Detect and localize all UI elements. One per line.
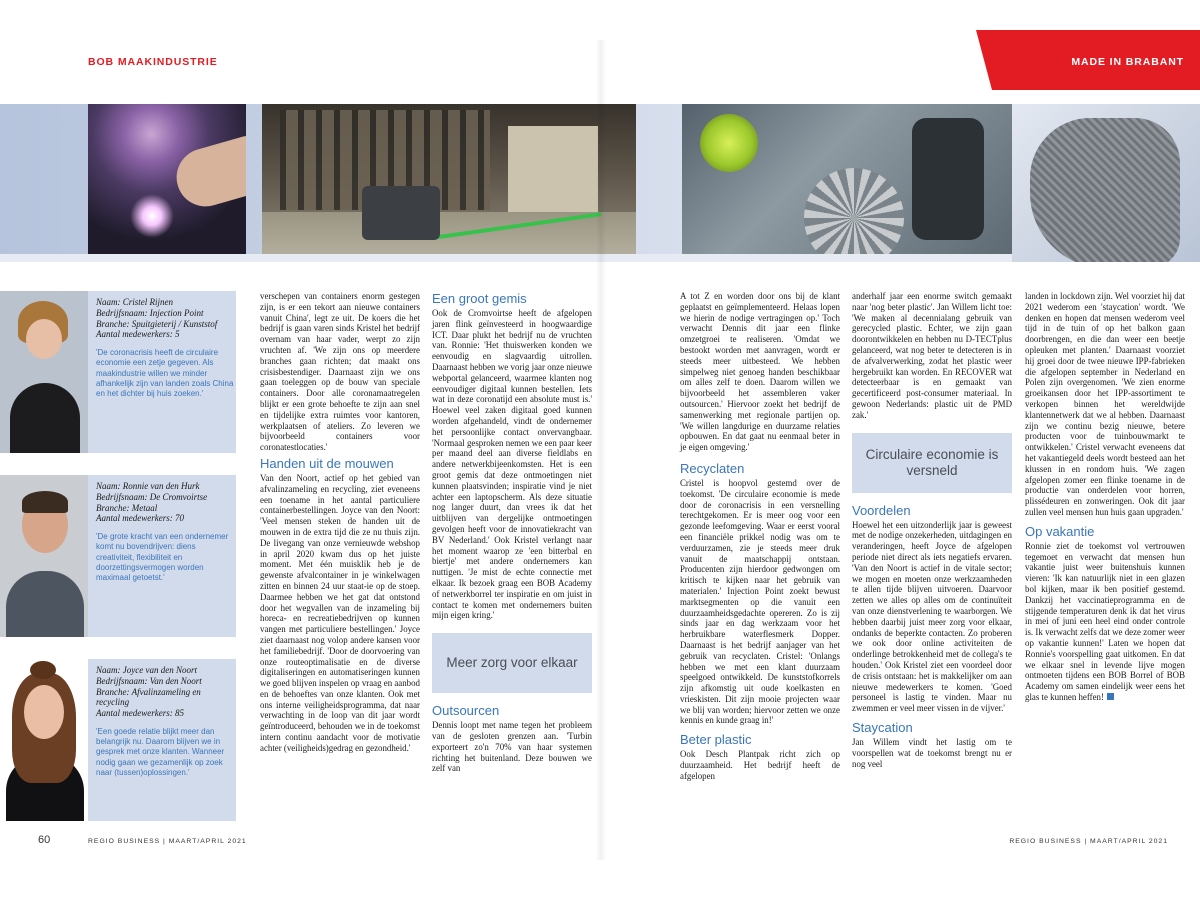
profile-quote: 'Een goede relatie blijkt meer dan belangrijk nu. Daarom blijven we in gesprek met onze klanten. Wanneer nodig gaan we gezamenlijk op zoek naar (tussen)oplossingen.': [96, 726, 225, 777]
photo-machinery: [682, 104, 1012, 254]
profile-quote: 'De grote kracht van een ondernemer komt nu bovendrijven: diens creativiteit, flexibiliteit en doorzettingsvermogen worden maximaal getoetst.': [96, 532, 229, 582]
profile-meta-sector: Branche: Spuitgieterij / Kunststof: [96, 318, 218, 329]
body-paragraph: Jan Willem vindt het lastig om te voorspellen wat de toekomst brengt nu er nog veel: [852, 736, 1012, 769]
subheading-outsourcen: Outsourcen: [432, 703, 500, 719]
footer-right: REGIO BUSINESS | MAART/APRIL 2021: [1009, 838, 1168, 845]
profile-meta-employees: Aantal medewerkers: 85: [96, 708, 184, 719]
portrait-ronnie: [0, 475, 88, 637]
body-paragraph-text: Ronnie ziet de toekomst vol vertrouwen tegemoet en verwacht dat mensen hun vakantie juist weer buitenshuis kunnen vieren: 'Ik kan natuurlijk niet in een glazen bol kijken, maar ik ben positief gestemd. Dankzij het vaccinatieprogramma en de stijgende temperaturen denk ik dat het virus in mei of juni een heel eind onder controle is. Ik verwacht zelfs dat we deze zomer weer op vakantie kunnen!' Laten we hopen dat Ronnie's voorspelling gaat uitkomen. En dat we elkaar snel in levende lijve mogen ontmoeten tijdens een BOB Borrel of BOB Academy om samen eindelijk weer eens het glas te kunnen heffen!: [1025, 540, 1185, 702]
subheading-staycation: Staycation: [852, 719, 913, 735]
profile-meta-name: Naam: Joyce van den Noort: [96, 665, 197, 675]
body-paragraph: landen in lockdown zijn. Wel voorziet hij dat 2021 wederom een 'staycation' wordt. 'We denken en hopen dat mensen wederom veel tijd in de tuin of op het balkon gaan doorbrengen, en die dan weer een beetje opleuken met planten.' Daarnaast voorziet hij groei door de twee nieuwe IPP-fabrieken die afgelopen september in Nederland en Polen zijn overgenomen. 'We zien enorme groeikansen door het IPP-assortiment te verkopen binnen het wereldwijde klantennetwerk dat we al hebben. Daarnaast zijn we continu bezig nieuwe, betere producten voor de tuinbouwmarkt te ontwikkelen.' Cristel verwacht eveneens dat het vakantiegeld deels wordt besteed aan het klussen in en rondom huis. 'We zagen afgelopen zomer een flinke toename in de productie van onderdelen voor horren, plissédeuren en zonweringen. Ook dit jaar zullen veel mensen hun huis gaan upgraden.': [1025, 291, 1185, 517]
portrait-joyce: [0, 659, 88, 821]
body-paragraph: A tot Z en worden door ons bij de klant geplaatst en geïmplementeerd. Helaas lopen we hierin de nodige vertragingen op.' Toch verwacht Dennis dit jaar een flinke omzetgroei te realiseren. 'Omdat we bestookt worden met aanvragen, wordt er steeds meer uitbesteed. We hebben simpelweg niet genoeg handen beschikbaar om alles zelf te doen. Daarom willen we bijvoorbeeld het assembleren vaker outsourcen.' Hiervoor zoekt het bedrijf de samenwerking met regionale partijen op. 'We willen langdurige en duurzame relaties opbouwen. En dat gaat nu eenmaal beter in je eigen omgeving.': [680, 291, 840, 453]
article-column-5: [1025, 291, 1185, 703]
body-paragraph: Van den Noort, actief op het gebied van afvalinzameling en recycling, ziet eveneens een toename in het aantal particuliere containerbestellingen. Joyce van den Noort: 'Veel mensen steken de handen uit de mouwen in de extra tijd die ze nu thuis zijn. De livegang van onze vernieuwde webshop in april 2020 kwam dus op het juiste moment. Met één muisklik heb je de gewenste afvalcontainer in je winkelwagen zitten en binnen 24 uur staat-ie op de stoep. Daarmee hebben we het gat dat ontstond door het wegvallen van de inzameling bij horeca- en recreatiebedrijven op kunnen vangen met particuliere bestellingen.' Joyce ziet daarnaast nog volop andere kansen voor het familiebedrijf. 'Door de doorvoering van onze routeoptimalisatie en de diverse digitaliseringen en automatiseringen kunnen we goed blijven inspelen op vraag en aanbod en de behoeftes van onze klanten. Ook met ons interne veiligheidsprogramma, dat naar verwachting in de loop van dit jaar wordt geïntroduceerd, behouden we in de toekomst intern continu aandacht voor de motivatie achter (veiligheids)gedrag en gezondheid.': [260, 472, 420, 753]
body-paragraph: [1025, 541, 1185, 703]
body-paragraph: Ook Desch Plantpak richt zich op duurzaamheid. Het bedrijf heeft de afgelopen: [680, 749, 840, 781]
body-paragraph: anderhalf jaar een enorme switch gemaakt naar 'nog beter plastic'. Jan Willem licht toe: 'We maken al decennialang gebruik van gerecycled plastic. Echter, we zijn gaan doorontwikkelen en hebben nu D-TECTplus gelanceerd, wat nog beter te detecteren is in de afvalverwerking, zodat het plastic weer hergebruikt kan worden. En RECOVER wat detecteerbaar is en gemaakt van gecertificeerd post-consumer materiaal. In gewoon Nederlands: plastic uit de PMD zak.': [852, 291, 1012, 420]
subheading-recyclaten: Recyclaten: [680, 460, 745, 476]
body-paragraph: Dennis loopt met name tegen het probleem van de gesloten grenzen aan. 'Turbin exporteert zo'n 70% van haar systemen richting het buitenland. Deze bouwen we zelf van: [432, 720, 592, 774]
profile-quote: 'De coronacrisis heeft de circulaire economie een zetje gegeven. Als maakindustrie willen we minder afhankelijk zijn van landen zoals China en het dichter bij huis zoeken.': [96, 348, 234, 398]
pull-quote-circulaire-economie: [852, 433, 1012, 493]
profile-card-ronnie: [0, 475, 236, 637]
section-tab-fold: [976, 30, 992, 90]
photo-gloved-hand: [1012, 104, 1200, 262]
body-paragraph: Hoewel het een uitzonderlijk jaar is geweest met de nodige onzekerheden, uitdagingen en veranderingen, heeft Joyce de afgelopen periode niet direct als iets negatiefs ervaren. 'Van den Noort is actief in de vitale sector; we mogen en moeten onze werkzaamheden te allen tijde blijven uitvoeren. Daarvoor zetten we alles op alles om de continuïteit van onze dienstverlening te waarborgen. We hebben daarbij juist meer zorg voor elkaar, ondanks de beperkte contacten. Zo proberen we ook door online activiteiten de onderlinge betrokkenheid met de collega's te houden.' Ook Kristel ziet een voordeel door de crisis ontstaan: het is makkelijker om aan nieuwe medewerkers te komen. 'Goed personeel is lastig te vinden. Maar nu zwemmen er veel meer vissen in de vijver.': [852, 519, 1012, 714]
subheading-beter-plastic: Beter plastic: [680, 732, 752, 748]
profile-meta-name: Naam: Cristel Rijnen: [96, 297, 173, 307]
section-tab-right: [992, 30, 1200, 90]
profile-meta-employees: Aantal medewerkers: 70: [96, 513, 184, 524]
section-title-right: MADE IN BRABANT: [1071, 56, 1184, 68]
profile-meta-sector: Branche: Afvalinzameling en recycling: [96, 686, 201, 708]
article-column-2: [432, 291, 592, 774]
profile-meta-sector: Branche: Metaal: [96, 502, 158, 513]
spread-gutter: [596, 40, 606, 860]
page-number: 60: [38, 834, 51, 846]
article-column-3: [680, 291, 840, 782]
profile-meta-name: Naam: Ronnie van den Hurk: [96, 481, 200, 491]
article-column-1: [260, 291, 420, 754]
subheading-op-vakantie: Op vakantie: [1025, 523, 1095, 539]
profile-card-cristel: [0, 291, 236, 453]
pull-quote-meer-zorg: [432, 633, 592, 693]
profile-meta-employees: Aantal medewerkers: 5: [96, 329, 180, 340]
portrait-cristel: [0, 291, 88, 453]
profile-meta-company: Bedrijfsnaam: Van den Noort: [96, 675, 202, 686]
subheading-een-groot-gemis: Een groot gemis: [432, 291, 527, 306]
article-column-4: [852, 291, 1012, 769]
end-of-article-mark: [1107, 693, 1114, 700]
body-paragraph: Ook de Cromvoirtse heeft de afgelopen jaren flink geïnvesteerd in hoogwaardige ICT. Daar plukt het bedrijf nu de vruchten van. Ronnie: 'Het thuiswerken konden we eenvoudig en slagvaardig uitrollen. Daarnaast hebben we vorig jaar onze nieuwe webportal gelanceerd, waarmee klanten nog eenvoudiger digitaal kunnen bestellen. Iets wat in deze coronatijd een absolute must is.' Hoewel veel zaken digitaal goed kunnen worden afgehandeld, vindt de ondernemer het persoonlijke contact onvervangbaar. 'Normaal gesproken nemen we een paar keer per maand deel aan diverse fieldlabs en andere netwerkbijeenkomsten. Het is een groot gemis dat deze ontmoetingen niet kunnen plaatsvinden; inspiratie vind je niet achter een laptopscherm. Als deze situatie nog langer duurt, dan vrees ik dat het uitblijven van dergelijke ontmoetingen gevolgen heeft voor de innovatiekracht van BV Nederland.' Ook Kristel verlangt naar het moment waarop ze 'een bitterbal en biertje' met andere ondernemers kan nuttigen. 'Je mist de echte connectie met elkaar. Ik bezoek graag een BOB Academy of netwerkborrel ter inspiratie en om juist in contact te komen met ondernemers buiten mijn eigen kring.': [432, 308, 592, 621]
body-paragraph: verschepen van containers enorm gestegen zijn, is er een tekort aan nieuwe containers vanuit China', legt ze uit. De koers die het bedrijf is gaan varen sinds Kristel het bedrijf overnam van haar vader, werpt zo zijn vruchten af. 'We zijn ons op meerdere branches gaan richten; dat maakt ons crisisbestendiger. Daarnaast zijn we ons gaan toeleggen op de bouw van speciale containers. Door alle coronamaatregelen blijkt er een grote behoefte te zijn aan snel en tijdelijke extra ruimtes voor kantoren, werkplaatsen of ateliers. Zo leveren we bijvoorbeeld containers voor coronatestlocaties.': [260, 291, 420, 453]
profile-meta-company: Bedrijfsnaam: Injection Point: [96, 307, 204, 318]
footer-left: REGIO BUSINESS | MAART/APRIL 2021: [88, 838, 247, 845]
photo-welding-hand: [88, 104, 246, 254]
subheading-voordelen: Voordelen: [852, 502, 911, 518]
pull-quote-text: Circulaire economie is versneld: [865, 446, 999, 478]
body-paragraph: Cristel is hoopvol gestemd over de toekomst. 'De circulaire economie is mede door de coronacrisis in een versnelling terechtgekomen. Er is meer oog voor een gezonde leefomgeving. Waar er eerst vooral een financiële prikkel nodig was om te verduurzamen, zie je steeds meer druk vanuit de maatschappij ontstaan. Producenten zijn hierdoor gedwongen om kritisch te kijken naar het gebruik van materialen.' Injection Point zoekt bewust marktsegmenten op die vanuit een duurzaamheidsgedachte opereren. Zo is zij sinds jaar en dag werkzaam voor het herbruikbare waterflesmerk Dopper. Daarnaast is het bedrijf aanjager van het gebruik van recyclaten. Cristel: 'Onlangs hebben we met een klant duurzaam speelgoed ontwikkeld. De kunststofkorrels zijn afkomstig uit oude koelkasten en vrieskisten. Dit zijn mooie projecten waar we blij van worden; hiervoor zetten we onze kennis en kunde graag in!': [680, 477, 840, 726]
pull-quote-text: Meer zorg voor elkaar: [446, 655, 578, 671]
profile-card-joyce: [0, 659, 236, 821]
subheading-handen-uit-de-mouwen: Handen uit de mouwen: [260, 455, 394, 471]
section-title-left: BOB MAAKINDUSTRIE: [88, 56, 218, 68]
photo-warehouse: [262, 104, 636, 254]
profile-meta-company: Bedrijfsnaam: De Cromvoirtse: [96, 491, 208, 502]
